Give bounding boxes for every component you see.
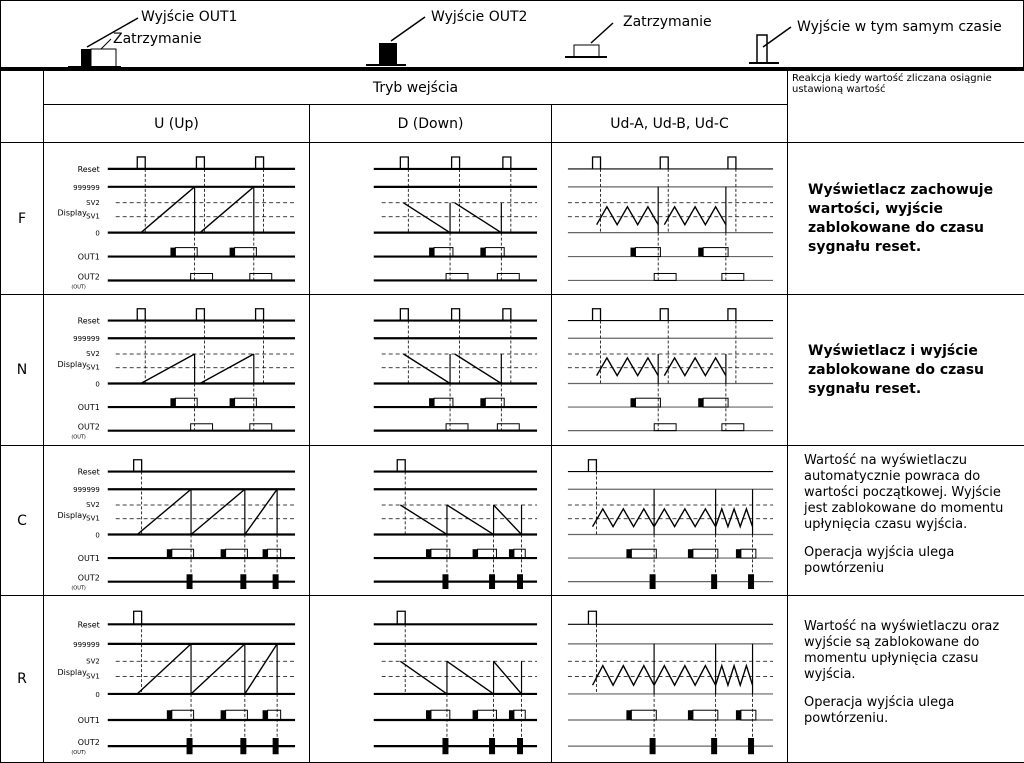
count-ramp: [403, 203, 450, 233]
reset-pulse: [452, 309, 460, 321]
reset-pulse: [196, 309, 204, 321]
reset-pulse: [137, 157, 145, 169]
count-ramp: [716, 509, 753, 527]
sv1-label: SV1: [86, 673, 100, 681]
out1-hold: [514, 549, 525, 558]
count-ramp: [245, 489, 277, 534]
count-ramp: [447, 662, 494, 695]
out2-pulse: [749, 739, 754, 754]
out1-hold: [172, 711, 194, 721]
out1-pulse: [688, 710, 693, 720]
count-ramp: [664, 207, 726, 225]
out1-hold: [235, 399, 257, 408]
row-f: [1, 143, 1024, 295]
out1-hold: [635, 399, 660, 408]
out2-pulse: [273, 575, 278, 589]
count-ramp: [593, 666, 655, 686]
timing-diagram-r-up: [44, 596, 309, 761]
diagram-f-updown: [552, 143, 788, 295]
out1-pulse: [167, 711, 172, 721]
out2-pulse: [187, 739, 192, 754]
out1-hold: [631, 710, 656, 720]
timing-diagram-c-updown: [552, 446, 787, 595]
timing-diagram-c-up: [44, 446, 309, 595]
legend-out2-symbol: [366, 17, 425, 65]
out2-pulse: [443, 575, 448, 589]
out1-hold: [693, 549, 718, 558]
reset-pulse: [134, 460, 142, 472]
legend-hold-symbol: [565, 23, 613, 57]
out1-label: OUT1: [78, 554, 100, 563]
legend-out1-label: Wyjście OUT1: [141, 9, 237, 25]
out1-hold: [175, 399, 197, 408]
out2-pulse: [241, 575, 246, 589]
out1-pulse: [736, 710, 741, 720]
diagram-n-down: [310, 295, 552, 445]
count-ramp: [200, 354, 254, 383]
timing-diagram-r-down: [310, 596, 551, 761]
out2-pulse: [443, 739, 448, 754]
out1-pulse: [167, 549, 172, 558]
reset-label: Reset: [78, 467, 100, 476]
out2-pulse: [241, 739, 246, 754]
count-ramp: [593, 509, 655, 527]
description-r: [788, 596, 1024, 762]
description-r-text-1: Wartość na wyświetlaczu oraz wyjście są zablokowane do momentu upłynięcia czasu wyjścia.: [804, 619, 1018, 683]
row-r: [1, 596, 1024, 762]
out1-label: OUT1: [78, 716, 100, 725]
display-label: Display: [58, 209, 88, 218]
reset-pulse: [196, 157, 204, 169]
count-ramp: [245, 644, 277, 694]
diagram-f-down: [310, 143, 552, 295]
reset-pulse: [660, 157, 668, 169]
row-label-r: R: [1, 596, 44, 762]
zero-label: 0: [95, 381, 99, 389]
out1-pulse: [630, 248, 635, 257]
reset-label: Reset: [78, 317, 100, 326]
out1-hold: [226, 549, 248, 558]
out1-hold: [703, 399, 728, 408]
legend-same-time-label: Wyjście w tym samym czasie: [797, 19, 1002, 35]
reset-pulse: [588, 612, 596, 625]
timing-diagram-f-updown: [552, 143, 787, 294]
count-ramp: [137, 489, 191, 534]
out-label: (OUT): [71, 585, 86, 591]
count-ramp: [664, 358, 726, 376]
count-ramp: [141, 354, 195, 383]
out1-hold: [693, 710, 718, 720]
reset-label: Reset: [78, 621, 100, 630]
out2-pulse: [712, 739, 717, 754]
out1-hold: [268, 549, 281, 558]
timing-diagram-r-updown: [552, 596, 787, 761]
zero-label: 0: [95, 230, 99, 238]
out2-pulse: [654, 424, 676, 431]
out1-label: OUT1: [78, 253, 100, 262]
display-label: Display: [58, 511, 88, 520]
out2-pulse: [490, 575, 495, 589]
diagram-c-up: [44, 445, 310, 595]
sv2-label: SV2: [86, 658, 100, 666]
max-label: 999999: [73, 336, 100, 344]
count-ramp: [447, 505, 494, 534]
diagram-c-updown: [552, 445, 788, 595]
out1-pulse: [473, 549, 478, 558]
out2-label: OUT2: [78, 423, 100, 432]
out1-pulse: [170, 248, 175, 257]
count-ramp: [597, 207, 659, 225]
count-ramp: [494, 505, 522, 534]
sv2-label: SV2: [86, 350, 100, 358]
description-f: [788, 143, 1024, 295]
out1-hold: [268, 711, 281, 721]
count-ramp: [137, 644, 191, 694]
reset-pulse: [660, 309, 668, 321]
out2-pulse: [650, 739, 655, 754]
out1-hold: [235, 248, 257, 257]
max-label: 999999: [73, 184, 100, 192]
col-header-down: D (Down): [310, 105, 552, 143]
out1-pulse: [230, 248, 235, 257]
out-label: (OUT): [71, 435, 86, 441]
out1-pulse: [736, 549, 741, 558]
reset-pulse: [137, 309, 145, 321]
out1-hold: [741, 710, 756, 720]
col-header-updown: Ud-A, Ud-B, Ud-C: [552, 105, 788, 143]
timing-diagram-n-updown: [552, 295, 787, 444]
out2-pulse: [654, 273, 676, 280]
out1-hold: [175, 248, 197, 257]
description-f-text: Wyświetlacz zachowuje wartości, wyjście zablokowane do czasu sygnału reset.: [808, 182, 993, 255]
reset-pulse: [134, 611, 142, 624]
diagram-r-up: [44, 596, 310, 762]
out1-pulse: [698, 248, 703, 257]
timing-diagram-n-up: [44, 295, 309, 444]
out2-pulse: [650, 575, 655, 589]
out1-hold: [631, 549, 656, 558]
count-ramp: [200, 187, 254, 233]
out1-pulse: [221, 711, 226, 721]
reset-pulse: [400, 309, 408, 321]
diagram-n-updown: [552, 295, 788, 445]
reset-pulse: [728, 157, 736, 169]
legend-hold-label-1: Zatrzymanie: [113, 31, 202, 47]
out2-pulse: [749, 575, 754, 589]
timing-diagram-c-down: [310, 446, 551, 595]
out2-pulse: [273, 739, 278, 754]
out2-label: OUT2: [78, 272, 100, 281]
display-label: Display: [58, 668, 88, 677]
timing-diagram-f-down: [310, 143, 551, 294]
count-ramp: [191, 644, 245, 694]
col-header-up: U (Up): [44, 105, 310, 143]
sv1-label: SV1: [86, 515, 100, 523]
out1-pulse: [429, 399, 434, 408]
row-label-c: C: [1, 445, 44, 595]
description-c: [788, 445, 1024, 595]
out2-label: OUT2: [78, 574, 100, 583]
out1-hold: [635, 248, 660, 257]
count-ramp: [400, 505, 447, 534]
out1-label: OUT1: [78, 403, 100, 412]
out2-pulse: [712, 575, 717, 589]
out1-hold: [514, 710, 525, 720]
reset-pulse: [503, 157, 511, 169]
reset-pulse: [588, 460, 596, 472]
reset-pulse: [397, 612, 405, 625]
out1-hold: [703, 248, 728, 257]
legend-same-time-symbol: [749, 27, 791, 63]
sv2-label: SV2: [86, 199, 100, 207]
row-label-f: F: [1, 143, 44, 295]
out1-pulse: [480, 399, 485, 408]
out2-pulse: [518, 739, 523, 754]
out1-pulse: [509, 549, 514, 558]
count-ramp: [654, 509, 716, 527]
max-label: 999999: [73, 486, 100, 494]
reset-pulse: [503, 309, 511, 321]
description-c-text-1: Wartość na wyświetlaczu automatycznie powraca do wartości początkowej. Wyjście jest zablokowane do momentu upłynięcia czasu wyjścia.: [804, 453, 1018, 533]
sv2-label: SV2: [86, 501, 100, 509]
reset-pulse: [452, 157, 460, 169]
out1-pulse: [626, 549, 631, 558]
out1-pulse: [263, 549, 268, 558]
out1-pulse: [473, 710, 478, 720]
display-label: Display: [58, 360, 88, 369]
out1-pulse: [170, 399, 175, 408]
count-ramp: [191, 489, 245, 534]
out1-pulse: [480, 248, 485, 257]
timing-diagram-n-down: [310, 295, 551, 444]
sv1-label: SV1: [86, 213, 100, 221]
out1-hold: [741, 549, 756, 558]
out2-pulse: [722, 273, 744, 280]
legend-hold-label-2: Zatrzymanie: [623, 14, 712, 30]
max-label: 999999: [73, 641, 100, 649]
mode-table: [0, 70, 1024, 763]
description-c-text-2: Operacja wyjścia ulega powtórzeniu: [804, 545, 1018, 577]
out1-hold: [172, 549, 194, 558]
reset-pulse: [256, 309, 264, 321]
out2-pulse: [518, 575, 523, 589]
out1-pulse: [426, 710, 431, 720]
count-ramp: [400, 662, 447, 695]
count-ramp: [141, 187, 195, 233]
input-mode-header: Tryb wejścia: [44, 71, 788, 105]
reset-label: Reset: [78, 165, 100, 174]
zero-label: 0: [95, 691, 99, 699]
out1-hold: [226, 711, 248, 721]
timing-diagram-f-up: [44, 143, 309, 294]
count-ramp: [716, 666, 753, 686]
count-ramp: [403, 354, 450, 383]
out2-label: OUT2: [78, 738, 100, 747]
out1-pulse: [426, 549, 431, 558]
reset-pulse: [728, 309, 736, 321]
reaction-note: Reakcja kiedy wartość zliczana osiągnie ustawioną wartość: [788, 71, 1024, 143]
reset-pulse: [400, 157, 408, 169]
out1-pulse: [230, 399, 235, 408]
count-ramp: [455, 354, 502, 383]
legend-out2-label: Wyjście OUT2: [431, 9, 527, 25]
row-c: [1, 445, 1024, 595]
out-label: (OUT): [71, 750, 86, 756]
diagram-r-down: [310, 596, 552, 762]
out1-pulse: [698, 399, 703, 408]
legend: [0, 0, 1024, 70]
out1-pulse: [509, 710, 514, 720]
count-ramp: [494, 662, 522, 695]
out1-pulse: [626, 710, 631, 720]
out-label: (OUT): [71, 284, 86, 290]
reset-pulse: [397, 460, 405, 472]
diagram-n-up: [44, 295, 310, 445]
zero-label: 0: [95, 531, 99, 539]
diagram-f-up: [44, 143, 310, 295]
description-n-text: Wyświetlacz i wyjście zablokowane do czasu sygnału reset.: [808, 343, 984, 397]
reset-pulse: [593, 157, 601, 169]
out1-pulse: [263, 711, 268, 721]
sv1-label: SV1: [86, 364, 100, 372]
diagram-c-down: [310, 445, 552, 595]
count-ramp: [654, 666, 716, 686]
row-n: [1, 295, 1024, 445]
out2-pulse: [722, 424, 744, 431]
description-r-text-2: Operacja wyjścia ulega powtórzeniu.: [804, 695, 1018, 727]
out1-pulse: [688, 549, 693, 558]
corner-cell: [1, 71, 44, 143]
out1-pulse: [429, 248, 434, 257]
reset-pulse: [256, 157, 264, 169]
out2-pulse: [187, 575, 192, 589]
diagram-r-updown: [552, 596, 788, 762]
description-n: [788, 295, 1024, 445]
count-ramp: [455, 203, 502, 233]
row-label-n: N: [1, 295, 44, 445]
out2-pulse: [490, 739, 495, 754]
out1-pulse: [630, 399, 635, 408]
count-ramp: [597, 358, 659, 376]
out1-pulse: [221, 549, 226, 558]
reset-pulse: [593, 309, 601, 321]
